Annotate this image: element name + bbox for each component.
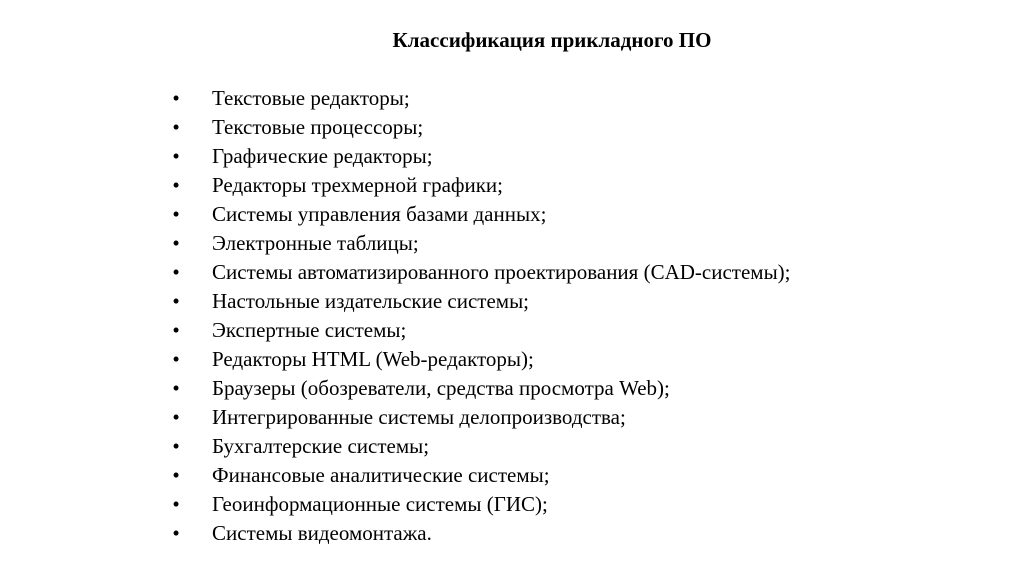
list-item-text: Системы управления базами данных; [212, 202, 547, 226]
slide-title: Классификация прикладного ПО [392, 28, 712, 52]
bullet-icon: • [172, 492, 180, 516]
list-item-text: Экспертные системы; [212, 318, 407, 342]
list-item-text: Графические редакторы; [212, 144, 433, 168]
list-item-text: Системы автоматизированного проектирования (CAD-системы); [212, 260, 791, 284]
bullet-icon: • [172, 86, 180, 110]
bullet-icon: • [172, 260, 180, 284]
bullet-icon: • [172, 173, 180, 197]
list-item-text: Текстовые процессоры; [212, 115, 424, 139]
bullet-icon: • [172, 144, 180, 168]
bullet-icon: • [172, 521, 180, 545]
bullet-icon: • [172, 202, 180, 226]
bullet-icon: • [172, 434, 180, 458]
list-item-text: Интегрированные системы делопроизводства; [212, 405, 626, 429]
bullet-icon: • [172, 318, 180, 342]
list-item-text: Системы видеомонтажа. [212, 521, 432, 545]
list-item-text: Финансовые аналитические системы; [212, 463, 550, 487]
list-item-text: Редакторы трехмерной графики; [212, 173, 504, 197]
list-item-text: Редакторы HTML (Web-редакторы); [212, 347, 534, 371]
list-item-text: Браузеры (обозреватели, средства просмотра Web); [212, 376, 670, 400]
bullet-icon: • [172, 231, 180, 255]
list-item-text: Геоинформационные системы (ГИС); [212, 492, 548, 516]
list-item-text: Электронные таблицы; [212, 231, 419, 255]
bullet-icon: • [172, 115, 180, 139]
bullet-icon: • [172, 463, 180, 487]
list-item-text: Бухгалтерские системы; [212, 434, 430, 458]
bullet-icon: • [172, 347, 180, 371]
bullet-icon: • [172, 376, 180, 400]
list-item-text: Текстовые редакторы; [212, 86, 410, 110]
list-item-text: Настольные издательские системы; [212, 289, 530, 313]
bullet-icon: • [172, 405, 180, 429]
bullet-icon: • [172, 289, 180, 313]
